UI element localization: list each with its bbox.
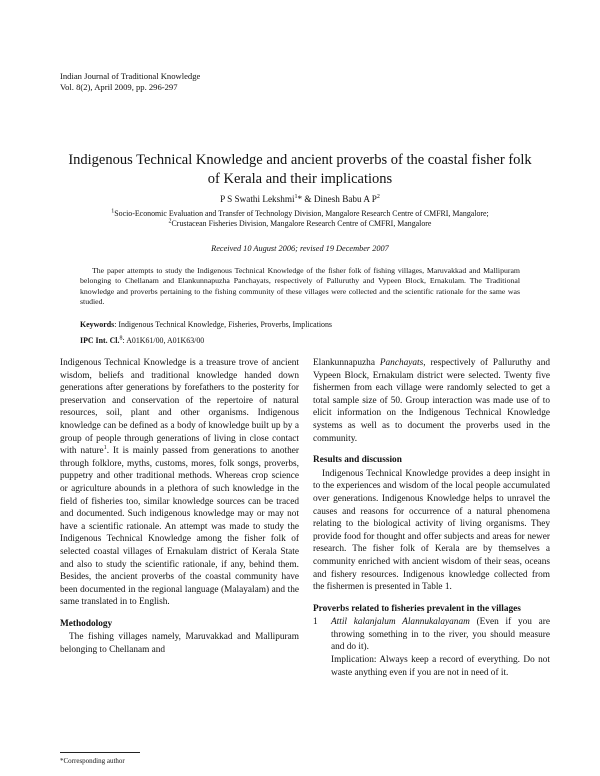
citation-1: 1 [103,445,107,452]
results-paragraph: Indigenous Technical Knowledge provides a deep insight in to the experiences and wisdom of the local people accumulated over generations. Indigenous Knowledge helps to unravel the causes and reasons for occurrence of a natural phenomena relating to the biological activity of living organisms. They provide food for thought and offer subjects and areas for newer research. The fisher folk of Kerala are by themselves a community enriched with ancient wisdom of their seas, oceans and fishery resources. Indigenous knowledge collected from the fishermen is presented in Table 1. [313,468,550,593]
affiliations [40,209,560,229]
intro-paragraph: Indigenous Technical Knowledge is a treasure trove of ancient wisdom, beliefs and traditional knowledge handed down generations after generations by forefathers to the posterity for preservation and conservation of the repertoire of natural resources, soil, plant and other organisms. Indigenous knowledge can be defined as a body of knowledge built up by a group of people through generations of living in close contact with nature$^1$. It is mainly passed from generations to another through folklore, myths, customs, mores, folk songs, proverbs, puppetry and other traditional methods. Whereas crop science or agriculture abounds in a plethora of such knowledge in the field of fisheries too, similar knowledge sources can be traced and documented. Such indigenous knowledge may or may not have a scientific rationale. An attempt was made to study the Indigenous Technical Knowledge among the fisher folk of selected coastal villages of Ernakulam district of Kerala State and also to study the scientific rationale, if any, behind them. Besides, the ancient proverbs of the coastal community have been documented in the regional language (Malayalam) and the same translated in to English. [60,358,300,608]
ipc-classification [80,336,520,346]
proverb-number: 1 [313,617,318,628]
author-1: P S Swathi Lekshmi [220,194,295,204]
corresponding-marker: * [297,194,303,204]
journal-name: Indian Journal of Traditional Knowledge [60,71,201,81]
journal-header [60,71,200,92]
proverbs-heading: Proverbs related to fisheries prevalent in the villages [313,603,521,614]
affiliation-1: $^1$Socio-Economic Evaluation and Transfer of Technology Division, Mangalore Research Centre of CMFRI, Mangalore; [111,208,489,218]
methodology-heading: Methodology [60,618,113,629]
keywords-text: : Indigenous Technical Knowledge, Fisheries, Proverbs, Implications [114,320,332,329]
left-column [60,357,299,657]
author-connector: & [302,194,314,204]
received-dates: Received 10 August 2006; revised 19 December 2007 [211,244,389,253]
methodology-paragraph: The fishing villages namely, Maruvakkad and Mallipuram belonging to Chellanam and [60,632,299,656]
ipc-label: IPC Int. Cl. [80,336,120,345]
article-title [40,151,560,188]
author-1-affil: 1 [294,193,298,200]
proverb-item [313,616,550,679]
footnote: *Corresponding author [60,757,125,765]
author-2: Dinesh Babu A P [313,194,377,204]
results-heading: Results and discussion [313,455,402,466]
journal-volume: Vol. 8(2), April 2009, pp. 296-297 [60,81,178,92]
proverb-body [331,616,550,679]
author-2-affil: 2 [376,193,380,200]
title-line-1: Indigenous Technical Knowledge and ancient proverbs of the coastal fisher folk [68,152,532,168]
keywords [80,320,520,330]
methodology-continued: Elankunnapuzha Panchayats, respectively of Palluruthy and Vypeen Block, Ernakulam district were selected. Twenty five fishermen from each village were randomly selected to get a total sample size of 50. Group interaction was made use of to elicit information on the Indigenous Technical Knowledge systems as well as to document the proverbs used in the community. [313,358,550,444]
affiliation-2: $^2$Crustacean Fisheries Division, Mangalore Research Centre of CMFRI, Mangalore [168,218,432,229]
keywords-label: Keywords [80,320,115,329]
right-column [313,357,550,679]
ipc-text: : A01K61/00, A01K63/00 [122,336,205,345]
ipc-sup: 8 [119,335,123,342]
abstract: The paper attempts to study the Indigenous Technical Knowledge of the fisher folk of fishing villages, Maruvakkad and Mallipuram belonging to Chellanam and Elankunnapuzha Panchayats, respectively of Palluruthy and Vypeen Block, Ernakulam. The Traditional knowledge and proverbs pertaining to the fishing community of these villages were collected and the scientific rationale for the same was studied. [80,266,520,307]
proverb-text: Attil kalanjalum Alannukalayanam (Even if you are throwing something in to the river, you should measure and do it). [331,617,550,653]
authors [40,194,560,205]
proverb-implication: Implication: Always keep a record of everything. Do not waste anything even if you are not in need of it. [331,655,550,678]
title-line-2: of Kerala and their implications [207,170,393,187]
footnote-rule [60,752,140,753]
